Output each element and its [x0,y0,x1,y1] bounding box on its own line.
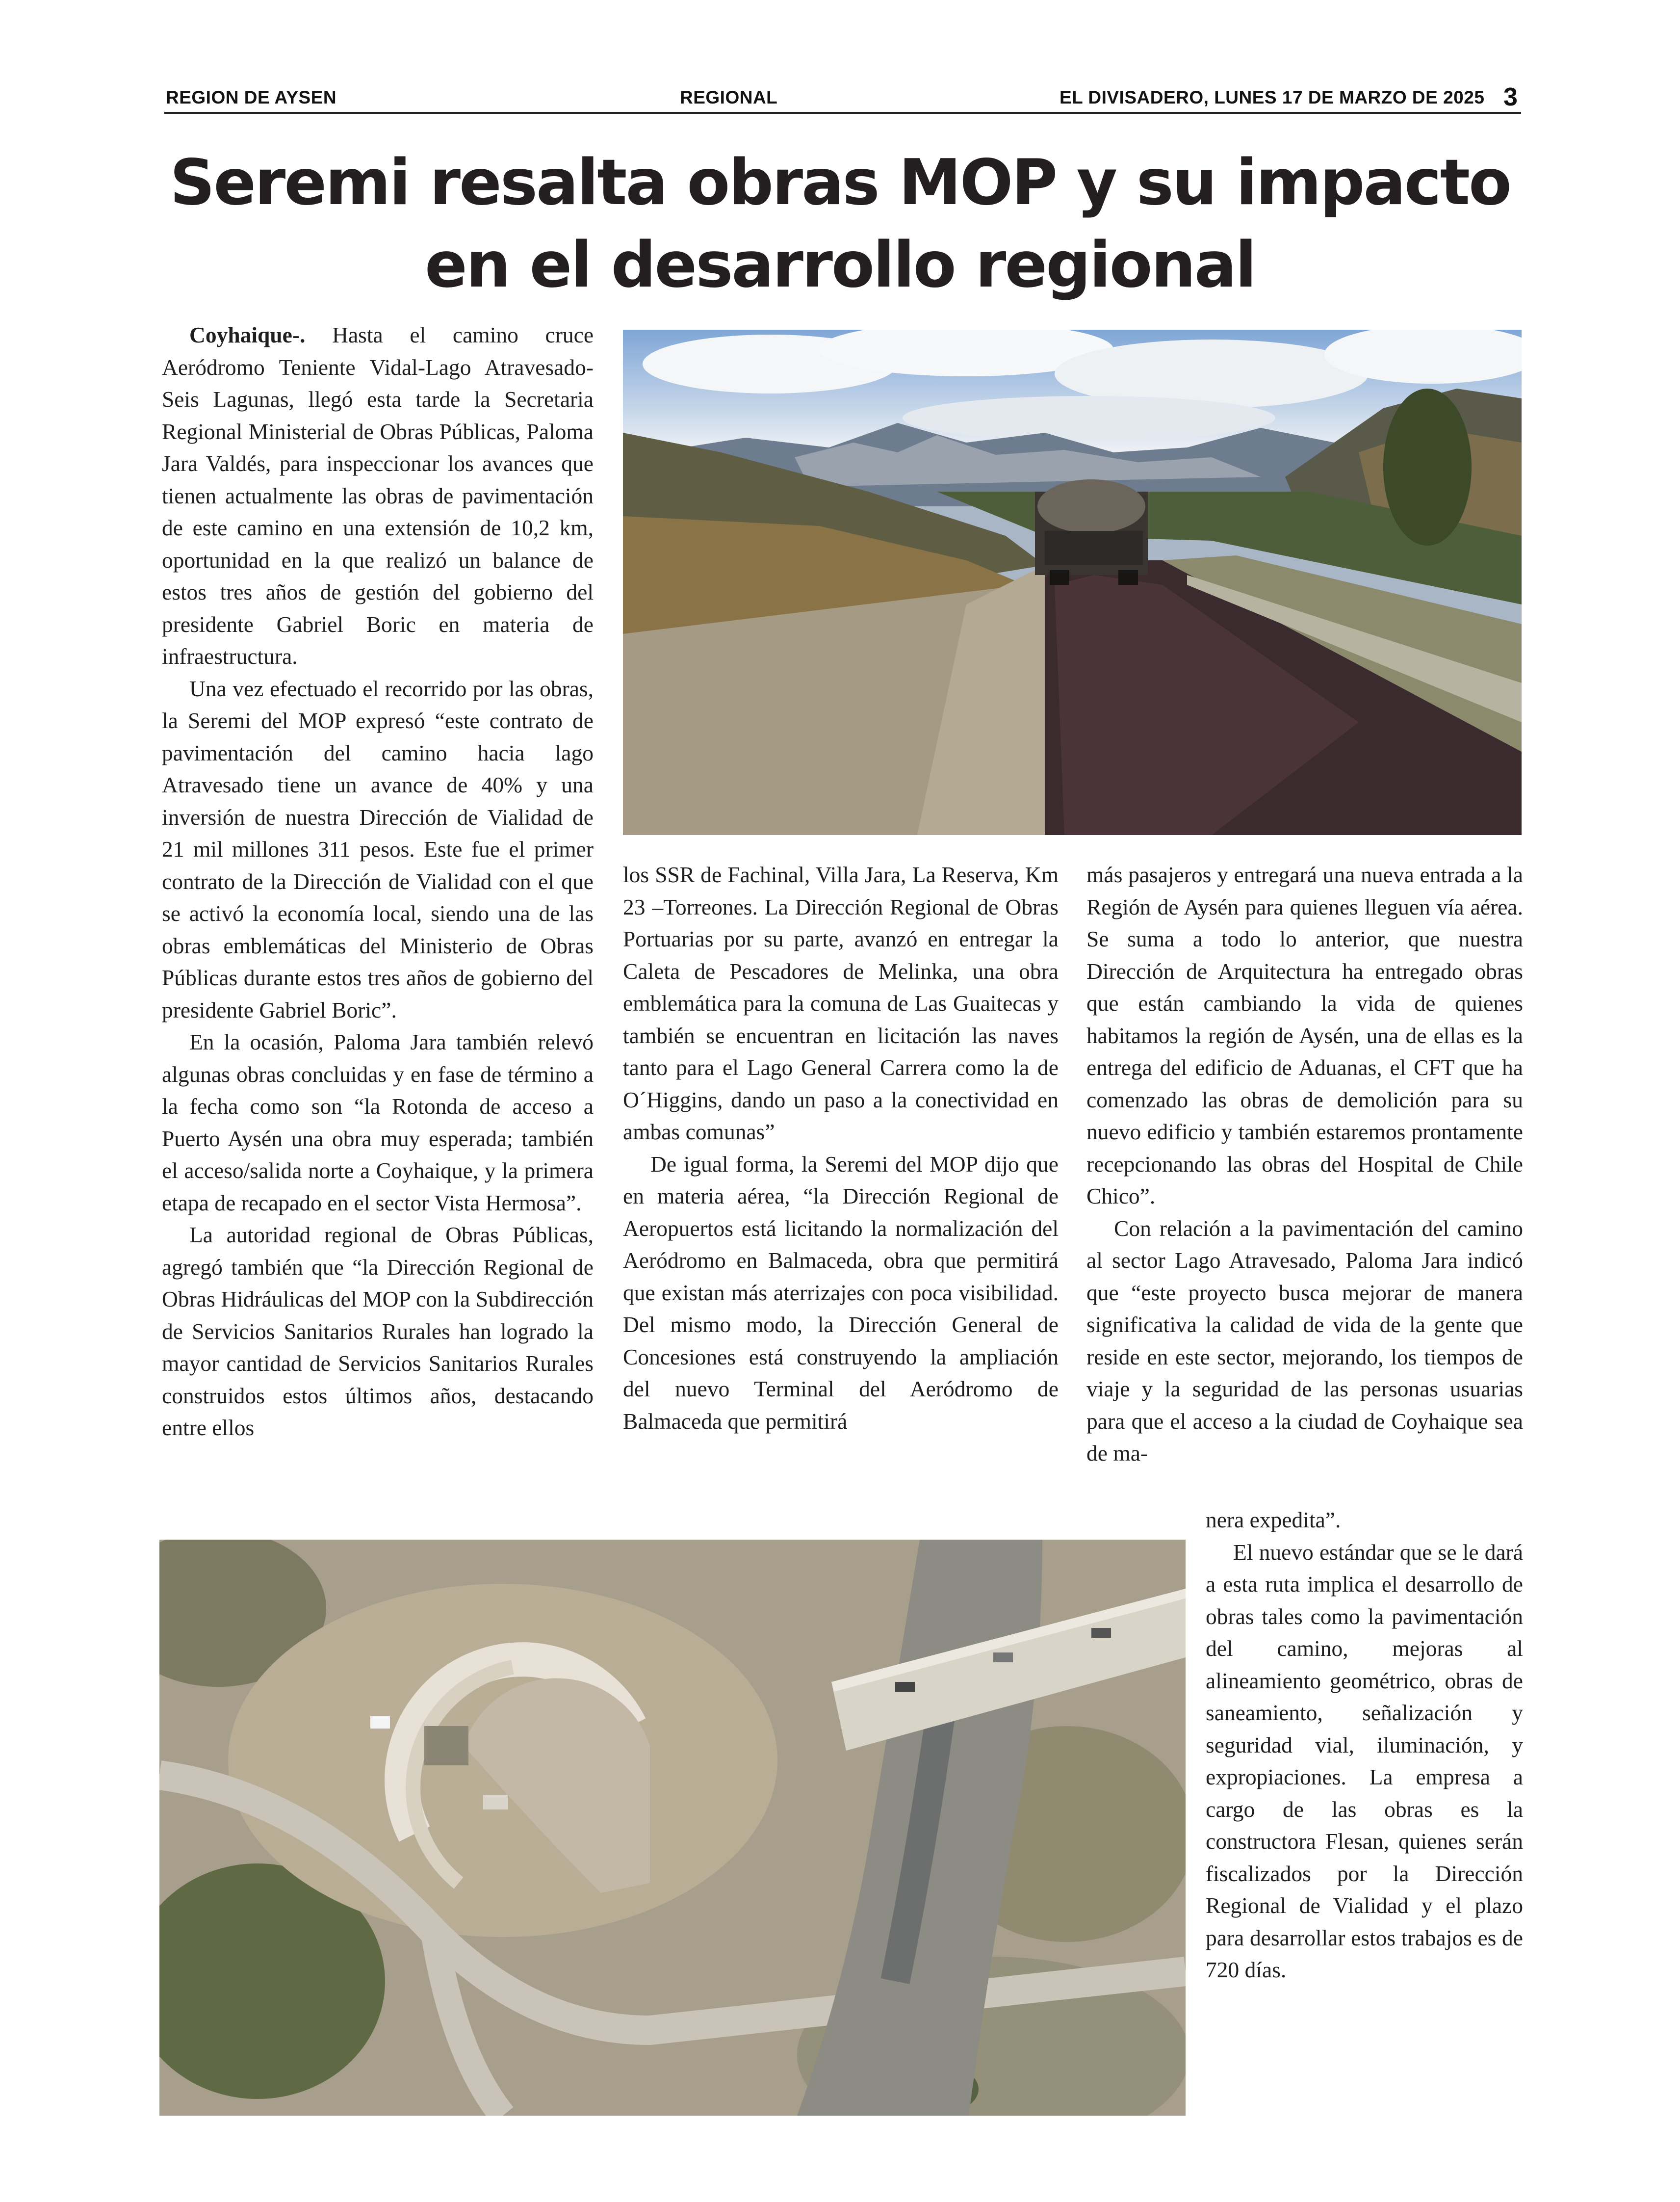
article-column-3-continued [1206,1504,1523,1986]
road-paving-photo [623,330,1522,835]
publication-date: EL DIVISADERO, LUNES 17 DE MARZO DE 2025 [1060,87,1485,107]
paragraph-6: De igual forma, la Seremi del MOP dijo que en materia aérea, “la Dirección Regional de Aeropuertos está licitando la normalización del Aeródromo en Balmaceda, obra que permitirá que existan más aterrizajes con poca visibilidad. Del mismo modo, la Dirección General de Concesiones está construyendo la ampliación del nuevo Terminal del Aeródromo de Balmaceda que permitirá [623,1151,1059,1434]
aerial-roundabout-photo [159,1540,1186,2116]
paragraph-4: La autoridad regional de Obras Públicas, agregó también que “la Dirección Regional de Obras Hidráulicas del MOP con la Subdirección de Servicios Sanitarios Rurales han logrado la mayor cantidad de Servicios Sanitarios Rurales construidos estos últimos años, destacando entre ellos [162,1222,594,1440]
headline-line-2: en el desarrollo regional [425,229,1255,302]
section-name: REGIONAL [680,87,778,107]
paragraph-5: los SSR de Fachinal, Villa Jara, La Reserva, Km 23 –Torreones. La Dirección Regional de Obras Portuarias por su parte, avanzó en entregar la Caleta de Pescadores de Melinka, una obra emblemática para la comuna de Las Guaitecas y también se encuentran en licitación las naves tanto para el Lago General Carrera como la de O´Higgins, dando un paso a la conectividad en ambas comunas” [623,862,1059,1144]
paragraph-7: más pasajeros y entregará una nueva entrada a la Región de Aysén para quienes lleguen vía aérea. Se suma a todo lo anterior, que nuestra Dirección de Arquitectura ha entregado obras que están cambiando la vida de quienes habitamos la región de Aysén, una de ellas es la entrega del edificio de Aduanas, el CFT que ha comenzado las obras de demolición para su nuevo edificio y también estaremos prontamente recepcionando las obras del Hospital de Chile Chico”. [1086,862,1523,1208]
paragraph-8: Con relación a la pavimentación del camino al sector Lago Atravesado, Paloma Jara indicó que “este proyecto busca mejorar de manera significativa la calidad de vida de la gente que reside en este sector, mejorando, los tiempos de viaje y la seguridad de las personas usuarias para que el acceso a la ciudad de Coyhaique sea de ma- [1086,1215,1523,1466]
paragraph-1 [162,319,594,673]
section-region: REGION DE AYSEN [166,87,337,107]
paragraph-1-text: Hasta el camino cruce Aeródromo Teniente Vidal-Lago Atravesado-Seis Lagunas, llegó esta tarde la Secretaria Regional Ministerial de Obras Públicas, Paloma Jara Valdés, para inspeccionar los avances que tienen actualmente las obras de pavimentación de este camino en una extensión de 10,2 km, oportunidad en la que realizó un balance de estos tres años de gestión del gobierno del presidente Gabriel Boric en materia de infraestructura. [162,322,594,669]
paragraph-9: El nuevo estándar que se le dará a esta ruta implica el desarrollo de obras tales como la pavimentación del camino, mejoras al alineamiento geométrico, obras de saneamiento, señalización y seguridad vial, iluminación, y expropiaciones. La empresa a cargo de las obras es la constructora Flesan, quienes serán fiscalizados por la Dirección Regional de Vialidad y el plazo para desarrollar estos trabajos es de 720 días. [1206,1539,1523,1982]
article-column-1 [162,319,594,1444]
paragraph-2: Una vez efectuado el recorrido por las obras, la Seremi del MOP expresó “este contrato de pavimentación del camino hacia lago Atravesado tiene un avance de 40% y una inversión de nuestra Dirección de Vialidad de 21 mil millones 311 pesos. Este fue el primer contrato de la Dirección de Vialidad con el que se activó la economía local, siendo una de las obras emblemáticas del Ministerio de Obras Públicas durante estos tres años de gobierno del presidente Gabriel Boric”. [162,676,594,1022]
paragraph-8-end: nera expedita”. [1206,1507,1341,1532]
headline-line-1: Seremi resalta obras MOP y su impacto [170,146,1510,219]
dateline: Coyhaique-. [189,322,306,347]
header-rule [164,112,1521,114]
article-column-2 [623,859,1059,1437]
page-number: 3 [1503,83,1518,111]
article-column-3 [1086,859,1523,1469]
paragraph-3: En la ocasión, Paloma Jara también relevó algunas obras concluidas y en fase de término a la fecha como son “la Rotonda de acceso a Puerto Aysén una obra muy esperada; también el acceso/salida norte a Coyhaique, y la primera etapa de recapado en el sector Vista Hermosa”. [162,1029,594,1215]
